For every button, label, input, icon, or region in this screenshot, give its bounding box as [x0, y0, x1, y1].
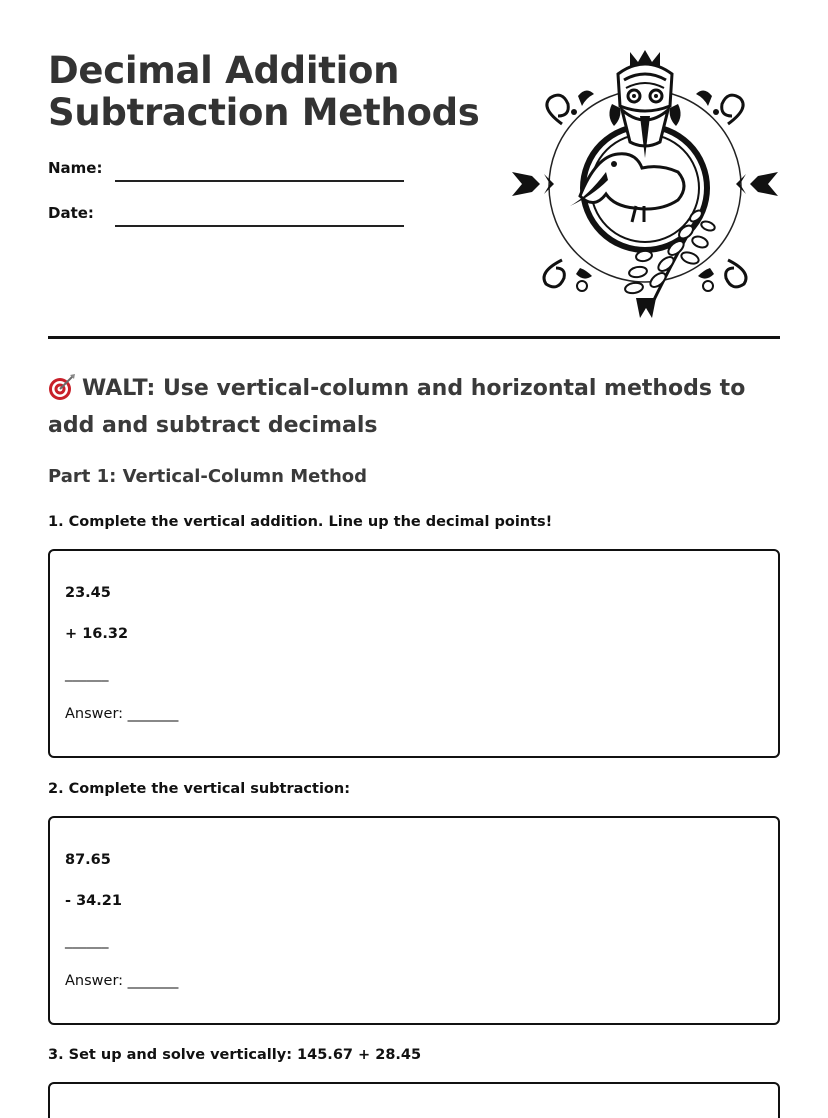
maori-carving-logo [510, 46, 780, 320]
question-1-answer[interactable]: Answer: _______ [65, 706, 179, 722]
question-2-prompt: 2. Complete the vertical subtraction: [48, 781, 351, 797]
name-field-line[interactable] [115, 180, 404, 182]
question-1-rule: ______ [65, 666, 109, 682]
question-1-top-number: 23.45 [65, 585, 111, 601]
walt-text: WALT: Use vertical-column and horizontal methods to add and subtract decimals [48, 376, 746, 438]
question-2-operation: - 34.21 [65, 893, 122, 909]
header-divider [48, 336, 780, 339]
date-label: Date: [48, 204, 94, 222]
question-3-prompt: 3. Set up and solve vertically: 145.67 + 28.45 [48, 1047, 422, 1063]
date-field-line[interactable] [115, 225, 404, 227]
worksheet-title [48, 50, 488, 134]
question-1-prompt: 1. Complete the vertical addition. Line up the decimal points! [48, 514, 553, 530]
question-1-operation: + 16.32 [65, 626, 129, 642]
name-label: Name: [48, 159, 103, 177]
question-2-answer[interactable]: Answer: _______ [65, 973, 179, 989]
title-line-1: Decimal Addition [48, 49, 400, 92]
question-2-top-number: 87.65 [65, 852, 111, 868]
question-2-rule: ______ [65, 933, 109, 949]
target-icon [48, 373, 76, 401]
question-3-work-box[interactable] [48, 1082, 780, 1118]
question-2-work-box[interactable] [48, 816, 780, 1025]
walt-heading [48, 370, 780, 444]
question-1-work-box[interactable] [48, 549, 780, 758]
title-line-2: Subtraction Methods [48, 91, 480, 134]
part1-heading: Part 1: Vertical-Column Method [48, 466, 368, 487]
